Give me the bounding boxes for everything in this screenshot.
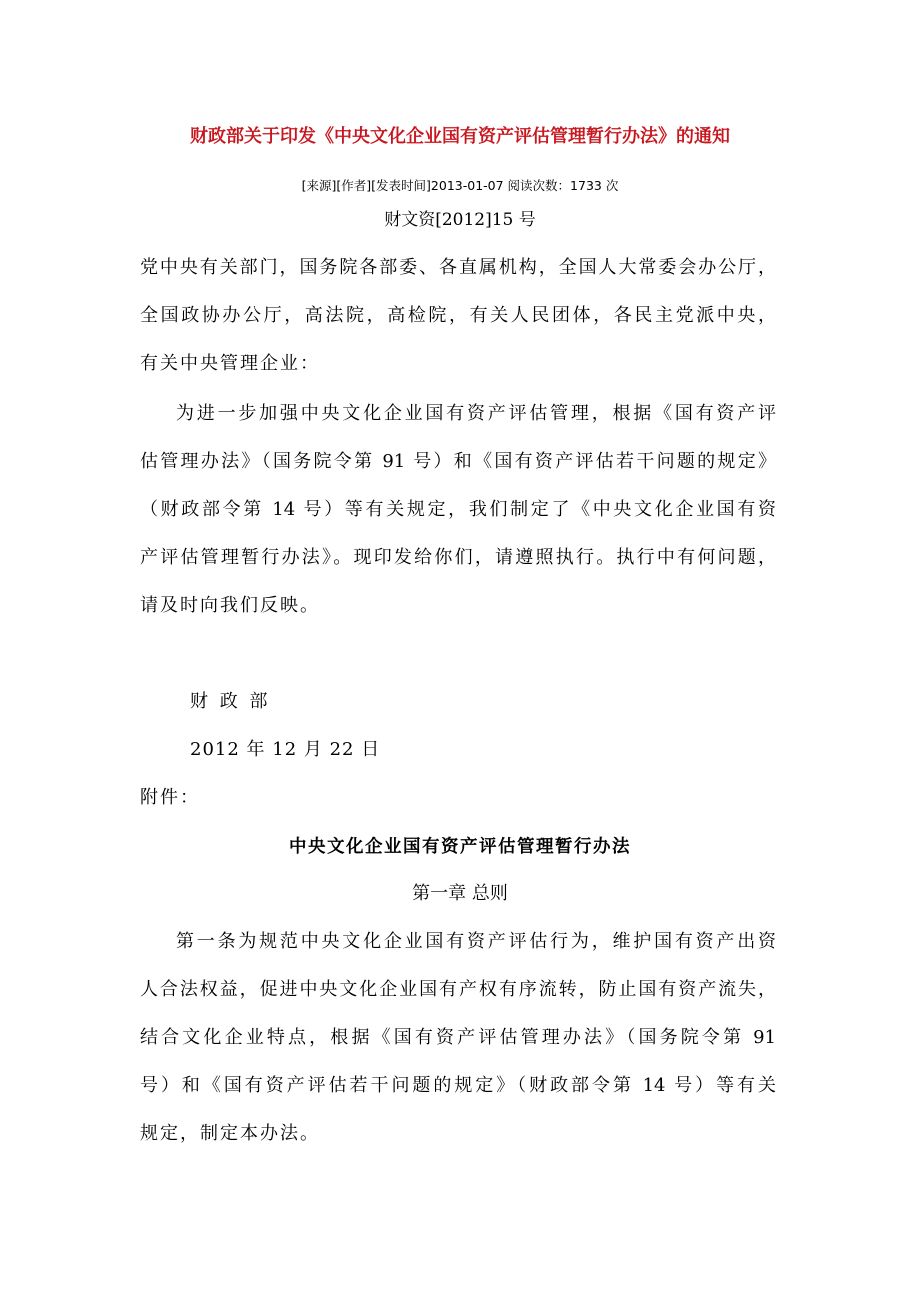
body-line: 产评估管理暂行办法》。现印发给你们，请遵照执行。执行中有何问题， <box>140 547 776 568</box>
body-line: （财政部令第 14 号）等有关规定，我们制定了《中央文化企业国有资 <box>140 499 776 520</box>
article-line: 规定，制定本办法。 <box>140 1123 320 1144</box>
article-line: 结合文化企业特点，根据《国有资产评估管理办法》（国务院令第 91 <box>140 1027 776 1048</box>
document-title: 财政部关于印发《中央文化企业国有资产评估管理暂行办法》的通知 <box>190 126 730 147</box>
article-line: 号）和《国有资产评估若干问题的规定》（财政部令第 14 号）等有关 <box>140 1075 776 1096</box>
body-line: 请及时向我们反映。 <box>140 595 320 616</box>
article-line: 第一条为规范中央文化企业国有资产评估行为，维护国有资产出资 <box>176 931 776 952</box>
document-number: 财文资[2012]15 号 <box>384 210 536 230</box>
document-meta: [来源][作者][发表时间]2013-01-07 阅读次数：1733 次 <box>301 178 619 193</box>
body-line: 为进一步加强中央文化企业国有资产评估管理，根据《国有资产评 <box>176 403 776 424</box>
chapter-heading: 第一章 总则 <box>412 883 508 904</box>
attachment-label: 附件： <box>140 787 200 808</box>
signature: 财 政 部 <box>190 691 271 712</box>
issue-date: 2012 年 12 月 22 日 <box>190 739 381 760</box>
addressee-line: 全国政协办公厅，高法院，高检院，有关人民团体，各民主党派中央， <box>140 305 776 326</box>
attachment-heading: 中央文化企业国有资产评估管理暂行办法 <box>289 837 631 857</box>
body-line: 估管理办法》（国务院令第 91 号）和《国有资产评估若干问题的规定》 <box>140 451 776 472</box>
addressee-line: 党中央有关部门，国务院各部委、各直属机构，全国人大常委会办公厅， <box>140 257 776 278</box>
article-line: 人合法权益，促进中央文化企业国有产权有序流转，防止国有资产流失， <box>140 979 776 1000</box>
addressee-line: 有关中央管理企业： <box>140 353 320 374</box>
